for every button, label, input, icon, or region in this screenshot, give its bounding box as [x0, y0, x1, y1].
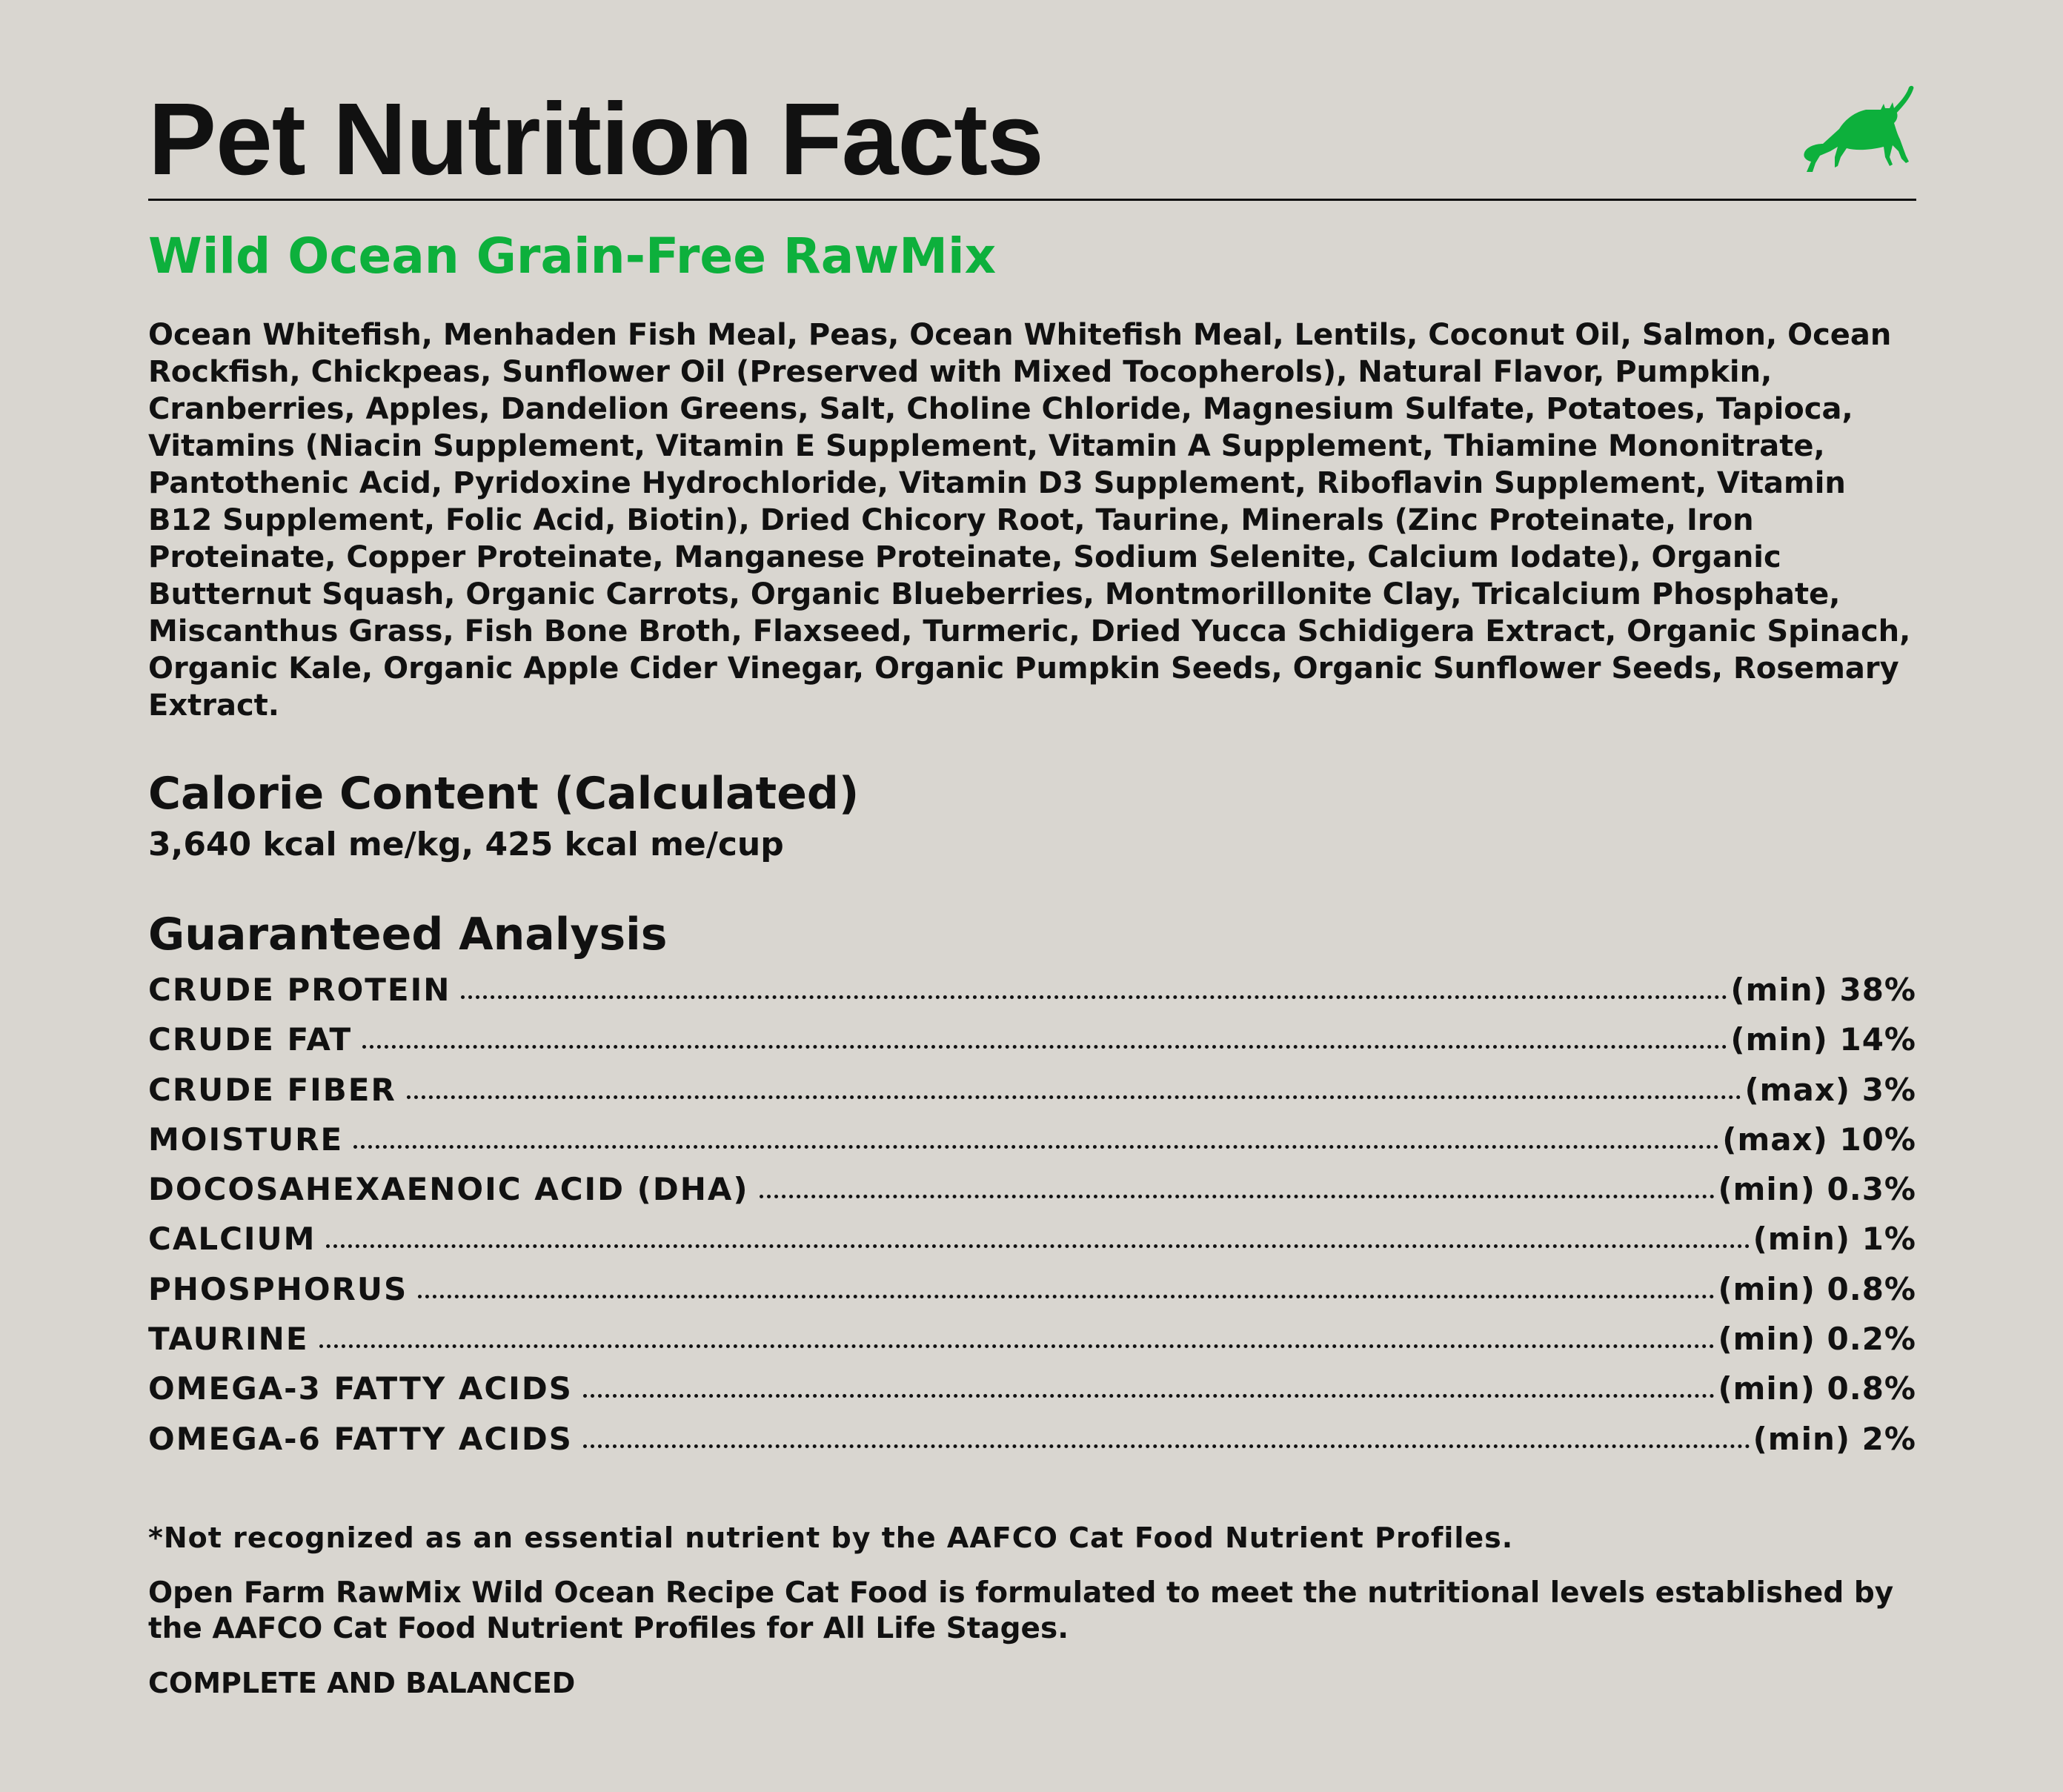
- analysis-nutrient: CRUDE FAT: [148, 1021, 353, 1058]
- analysis-nutrient: DOCOSAHEXAENOIC ACID (DHA): [148, 1171, 749, 1208]
- analysis-row-omega-3: [148, 1370, 1916, 1420]
- analysis-row-taurine: [148, 1321, 1916, 1370]
- analysis-heading: Guaranteed Analysis: [148, 909, 668, 960]
- cat-icon: [1798, 84, 1916, 173]
- dot-leader: [418, 1295, 1715, 1298]
- analysis-nutrient: CRUDE PROTEIN: [148, 972, 451, 1008]
- analysis-value: (min) 2%: [1753, 1420, 1916, 1457]
- dot-leader: [760, 1195, 1715, 1198]
- analysis-nutrient: OMEGA-6 FATTY ACIDS: [148, 1420, 573, 1457]
- complete-balanced-label: COMPLETE AND BALANCED: [148, 1666, 576, 1699]
- analysis-value: (min) 1%: [1753, 1221, 1916, 1258]
- dot-leader: [583, 1444, 1750, 1448]
- guaranteed-analysis-table: [148, 972, 1916, 1470]
- dot-leader: [461, 995, 1727, 999]
- aafco-statement: Open Farm RawMix Wild Ocean Recipe Cat Food is formulated to meet the nutritional levels established by the AAFCO Cat Food Nutrient Profiles for All Life Stages.: [148, 1576, 1894, 1645]
- analysis-nutrient: CALCIUM: [148, 1221, 316, 1258]
- analysis-value: (min) 0.8%: [1718, 1270, 1916, 1307]
- product-name: Wild Ocean Grain-Free RawMix: [148, 228, 997, 285]
- analysis-row-crude-fiber: [148, 1072, 1916, 1121]
- analysis-value: (max) 10%: [1722, 1121, 1916, 1158]
- analysis-nutrient: PHOSPHORUS: [148, 1270, 408, 1307]
- analysis-value: (min) 38%: [1730, 972, 1916, 1008]
- analysis-nutrient: TAURINE: [148, 1321, 309, 1358]
- dot-leader: [319, 1344, 1715, 1348]
- ingredients-list: Ocean Whitefish, Menhaden Fish Meal, Peas, Ocean Whitefish Meal, Lentils, Coconut Oil, Salmon, Ocean Rockfish, Chickpeas, Sunflower Oil (Preserved with Mixed Tocopherols), Natural Flavor, Pumpkin, Cranberries, Apples, Dandelion Greens, Salt, Choline Chloride, Magnesium Sulfate, Potatoes, Tapioca, Vitamins (Niacin Supplement, Vitamin E Supplement, Vitamin A Supplement, Thiamine Mononitrate, Pantothenic Acid, Pyridoxine Hydrochloride, Vitamin D3 Supplement, Riboflavin Supplement, Vitamin B12 Supplement, Folic Acid, Biotin), Dried Chicory Root, Taurine, Minerals (Zinc Proteinate, Iron Proteinate, Copper Proteinate, Manganese Proteinate, Sodium Selenite, Calcium Iodate), Organic Butternut Squash, Organic Carrots, Organic Blueberries, Montmorillonite Clay, Tricalcium Phosphate, Miscanthus Grass, Fish Bone Broth, Flaxseed, Turmeric, Dried Yucca Schidigera Extract, Organic Spinach, Organic Kale, Organic Apple Cider Vinegar, Organic Pumpkin Seeds, Organic Sunflower Seeds, Rosemary Extract.: [148, 318, 1911, 723]
- analysis-value: (min) 0.8%: [1718, 1370, 1916, 1407]
- analysis-row-moisture: [148, 1121, 1916, 1171]
- analysis-value: (min) 0.2%: [1718, 1321, 1916, 1358]
- analysis-row-dha: [148, 1171, 1916, 1221]
- dot-leader: [326, 1244, 1750, 1248]
- label-header: [148, 82, 1916, 201]
- dot-leader: [362, 1045, 1727, 1049]
- analysis-value: (min) 14%: [1730, 1021, 1916, 1058]
- analysis-row-phosphorus: [148, 1271, 1916, 1321]
- analysis-nutrient: CRUDE FIBER: [148, 1071, 396, 1108]
- calorie-value: 3,640 kcal me/kg, 425 kcal me/cup: [148, 826, 784, 863]
- nutrition-label: [148, 82, 1916, 1702]
- dot-leader: [583, 1394, 1715, 1398]
- analysis-nutrient: MOISTURE: [148, 1121, 344, 1158]
- analysis-row-crude-fat: [148, 1021, 1916, 1071]
- analysis-row-omega-6: [148, 1421, 1916, 1470]
- page-title: Pet Nutrition Facts: [148, 82, 1043, 196]
- aafco-footnote: *Not recognized as an essential nutrient by the AAFCO Cat Food Nutrient Profiles.: [148, 1521, 1514, 1554]
- analysis-value: (max) 3%: [1744, 1071, 1916, 1108]
- analysis-row-calcium: [148, 1221, 1916, 1270]
- analysis-nutrient: OMEGA-3 FATTY ACIDS: [148, 1370, 573, 1407]
- calorie-heading: Calorie Content (Calculated): [148, 768, 860, 820]
- dot-leader: [407, 1095, 1742, 1099]
- analysis-value: (min) 0.3%: [1718, 1171, 1916, 1208]
- analysis-row-crude-protein: [148, 972, 1916, 1021]
- dot-leader: [353, 1145, 1719, 1149]
